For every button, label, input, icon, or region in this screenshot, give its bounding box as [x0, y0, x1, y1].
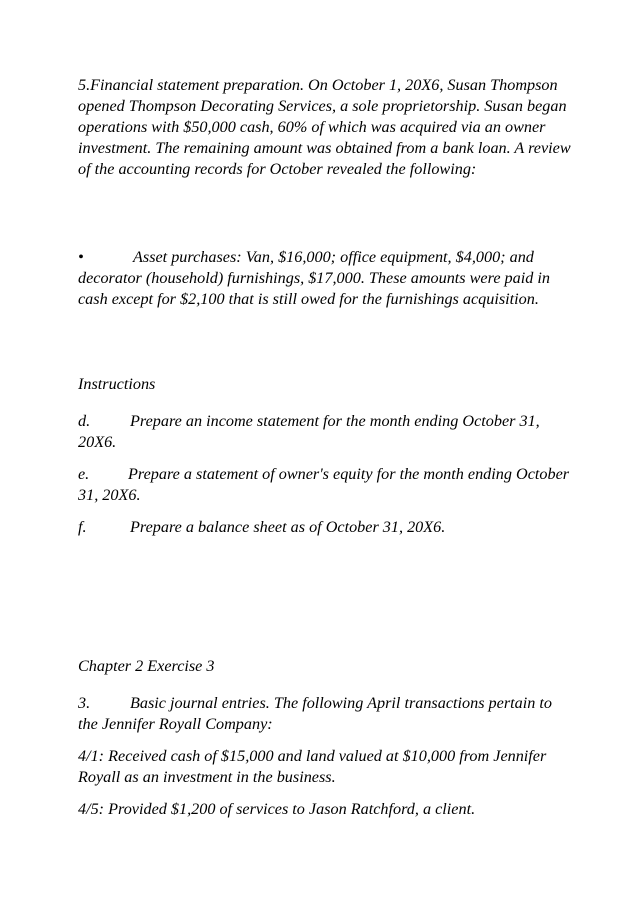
transaction-item: 4/1: Received cash of $15,000 and land valued at $10,000 from Jennifer Royall as an investment in the business.: [78, 747, 547, 786]
instruction-item-f: [78, 517, 445, 538]
instruction-item-d: [78, 411, 573, 453]
instruction-marker: f.: [78, 518, 87, 536]
exercise-intro: [78, 693, 573, 735]
exercise-number: 3.: [78, 694, 91, 712]
instruction-item-e: [78, 464, 573, 506]
instruction-marker: d.: [78, 412, 91, 430]
exercise-title: Chapter 2 Exercise 3: [78, 657, 215, 675]
bullet-text: Asset purchases: Van, $16,000; office equipment, $4,000; and decorator (household) furnishings, $17,000. These amounts were paid in cash except for $2,100 that is still owed for the furnishings acquisition.: [78, 248, 550, 308]
transaction-item: 4/5: Provided $1,200 of services to Jason Ratchford, a client.: [78, 800, 476, 818]
exercise-intro-text: Basic journal entries. The following April transactions pertain to the Jennifer Royall Company:: [78, 694, 552, 733]
instruction-text: Prepare an income statement for the month ending October 31, 20X6.: [78, 412, 540, 451]
instruction-text: Prepare a statement of owner's equity for the month ending October 31, 20X6.: [78, 465, 570, 504]
problem-5-heading: 5.Financial statement preparation. On October 1, 20X6, Susan Thompson opened Thompson Decorating Services, a sole proprietorship. Susan began operations with $50,000 cash, 60% of which was acquired via an owner investment. The remaining amount was obtained from a bank loan. A review of the accounting records for October revealed the following:: [78, 76, 571, 178]
instruction-marker: e.: [78, 465, 90, 483]
instructions-title: Instructions: [78, 375, 156, 393]
bullet-asset-purchases: [78, 247, 573, 310]
instruction-text: Prepare a balance sheet as of October 31, 20X6.: [130, 518, 446, 536]
bullet-marker: •: [78, 248, 84, 266]
